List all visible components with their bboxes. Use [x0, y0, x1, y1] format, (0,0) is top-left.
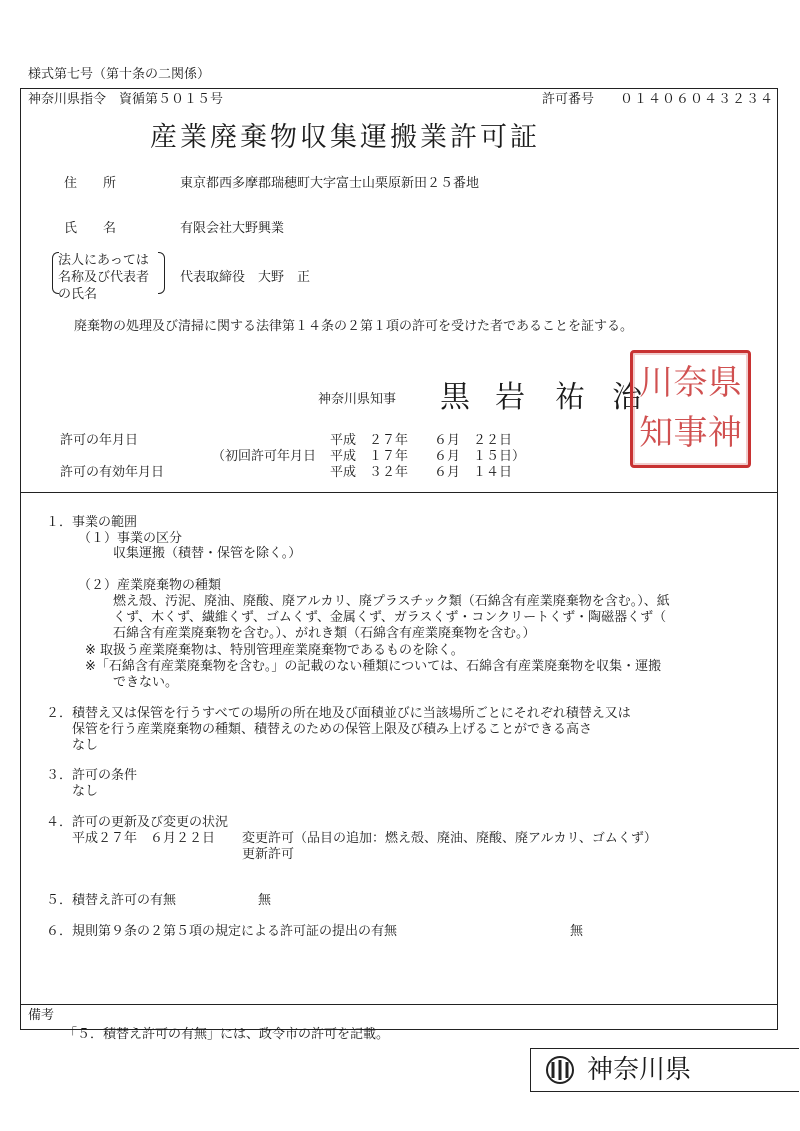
- bracket-right: [158, 252, 165, 294]
- section-4-renewal: 更新許可: [242, 847, 295, 862]
- section-5-heading: ５．積替え許可の有無: [46, 893, 177, 908]
- section-5-value: 無: [258, 893, 272, 908]
- section-1-2-heading: （２）産業廃棄物の種類: [78, 578, 222, 593]
- waste-types-line1: 燃え殻、汚泥、廃油、廃酸、廃アルカリ、廃プラスチック類（石綿含有産業廃棄物を含む。）、紙: [113, 594, 670, 609]
- rep-label-line3: の氏名: [58, 287, 98, 302]
- governor-name-1: 黒: [440, 380, 470, 415]
- waste-types-line3: 石綿含有産業廃棄物を含む。）、がれき類（石綿含有産業廃棄物を含む。）: [113, 626, 536, 641]
- section-1-1-heading: （１）事業の区分: [78, 531, 183, 546]
- rep-label-line1: 法人にあっては: [58, 253, 149, 268]
- remarks-text: 「５．積替え許可の有無」には、政令市の許可を記載。: [64, 1027, 390, 1042]
- name-label: 氏 名: [64, 221, 117, 236]
- governor-title: 神奈川県知事: [318, 392, 397, 407]
- note-2-line1: ※「石綿含有産業廃棄物を含む。」の記載のない種類については、石綿含有産業廃棄物を収集・運搬: [85, 659, 662, 674]
- section-1-1-value: 収集運搬（積替・保管を除く。）: [113, 546, 302, 561]
- section-6-value: 無: [570, 924, 584, 939]
- section-4-heading: ４．許可の更新及び変更の状況: [46, 815, 229, 830]
- section-1-heading: １．事業の範囲: [46, 515, 138, 530]
- note-2-line2: できない。: [113, 675, 179, 690]
- section-2-value: なし: [72, 738, 99, 753]
- permit-number-label: 許可番号: [542, 92, 595, 107]
- stamp-char: 事: [673, 413, 708, 453]
- stamp-char: 知: [639, 413, 674, 453]
- section-divider: [20, 492, 778, 493]
- name-value: 有限会社大野興業: [180, 221, 285, 236]
- permit-number: ０１４０６０４３２３４: [620, 92, 775, 107]
- governor-name-2: 岩: [495, 380, 525, 415]
- section-2-line2: 保管を行う産業廃棄物の種類、積替えのための保管上限及び積み上げることができる高さ: [72, 722, 593, 737]
- section-4-date: 平成２７年 ６月２２日: [72, 831, 216, 846]
- note-1: ※ 取扱う産業廃棄物は、特別管理産業廃棄物であるものを除く。: [85, 643, 464, 658]
- rep-value: 代表取締役 大野 正: [180, 270, 311, 285]
- rep-label-line2: 名称及び代表者: [58, 270, 150, 285]
- certification-text: 廃棄物の処理及び清掃に関する法律第１４条の２第１項の許可を受けた者であることを証する。: [74, 319, 634, 334]
- section-3-value: なし: [72, 784, 99, 799]
- designation-number: 神奈川県指令 資循第５０１５号: [28, 92, 224, 107]
- official-seal-stamp: [630, 350, 751, 468]
- governor-name-3: 祐: [555, 380, 585, 415]
- stamp-char: 県: [707, 363, 742, 403]
- governor-name-4: 治: [612, 380, 642, 415]
- expiry-date-label: 許可の有効年月日: [60, 465, 165, 480]
- document-title: 産業廃棄物収集運搬業許可証: [150, 122, 540, 153]
- stamp-char: 川: [639, 363, 674, 403]
- first-permit-date-label: （初回許可年月日: [212, 449, 317, 464]
- remarks-label: 備考: [28, 1008, 55, 1023]
- section-6-heading: ６．規則第９条の２第５項の規定による許可証の提出の有無: [46, 924, 398, 939]
- section-3-heading: ３．許可の条件: [46, 768, 138, 783]
- waste-types-line2: くず、木くず、繊維くず、ゴムくず、金属くず、ガラスくず・コンクリートくず・陶磁器くず（: [113, 610, 667, 625]
- permit-date-label: 許可の年月日: [60, 433, 139, 448]
- section-2-line1: ２．積替え又は保管を行うすべての場所の所在地及び面積並びに当該場所ごとにそれぞれ積替え又は: [46, 706, 631, 721]
- stamp-char: 神: [707, 413, 742, 453]
- prefecture-logo-box: [530, 1048, 799, 1092]
- footer-prefecture-name: 神奈川県: [587, 1055, 692, 1085]
- remarks-divider: [20, 1004, 778, 1005]
- stamp-char: 奈: [673, 363, 708, 403]
- address-value: 東京都西多摩郡瑞穂町大字富士山栗原新田２５番地: [180, 176, 480, 191]
- form-number: 様式第七号（第十条の二関係）: [28, 67, 211, 82]
- permit-date-value: 平成 ２７年 ６月 ２２日: [330, 433, 513, 448]
- address-label: 住 所: [64, 176, 117, 191]
- prefecture-emblem-icon: [545, 1055, 575, 1085]
- first-permit-date-value: 平成 １７年 ６月 １５日）: [330, 449, 526, 464]
- section-4-change: 変更許可（品目の追加：燃え殻、廃油、廃酸、廃アルカリ、ゴムくず）: [242, 831, 657, 846]
- expiry-date-value: 平成 ３２年 ６月 １４日: [330, 465, 513, 480]
